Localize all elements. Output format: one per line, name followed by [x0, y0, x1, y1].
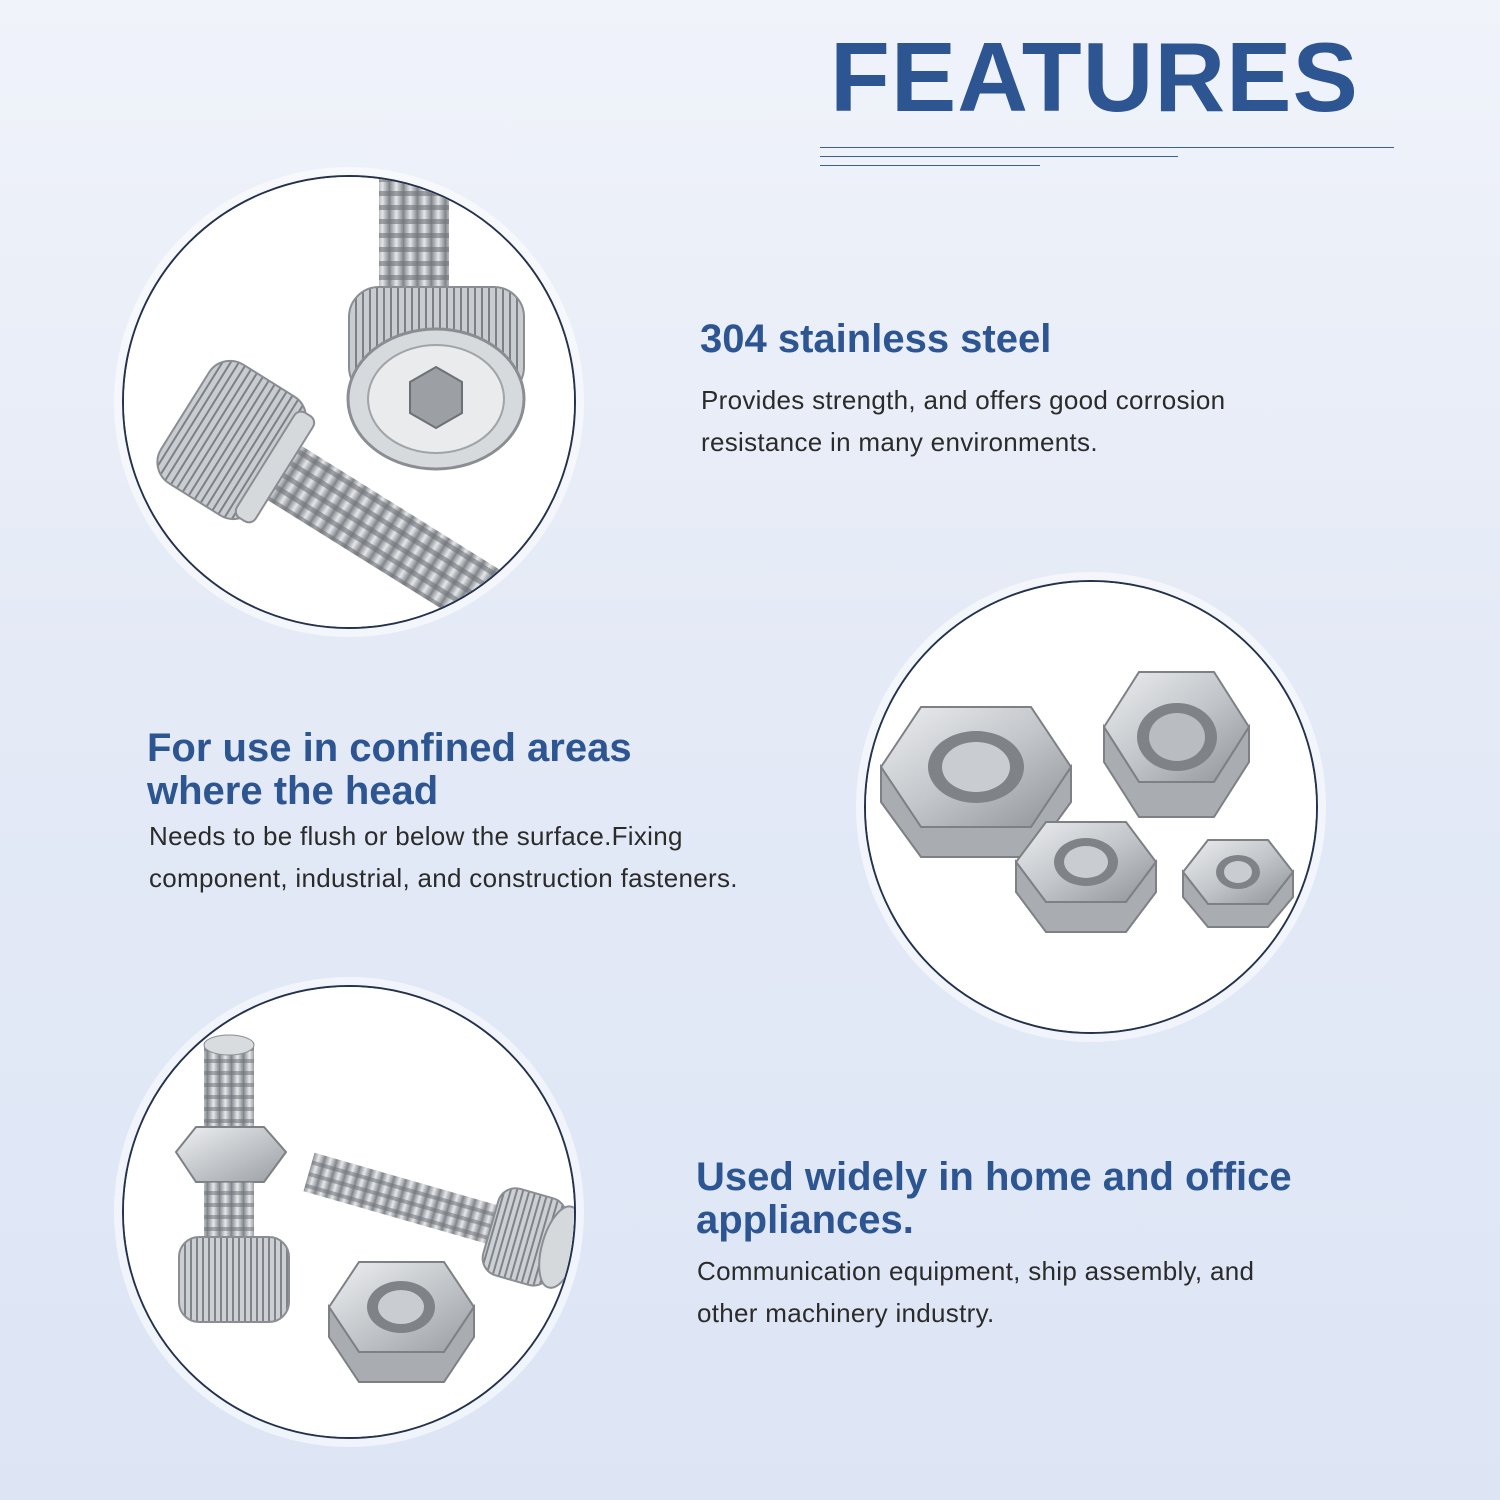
feature-description	[697, 1250, 1417, 1334]
feature-description-line: other machinery industry.	[697, 1298, 995, 1328]
feature-heading	[147, 727, 847, 813]
feature-heading: 304 stainless steel	[700, 317, 1052, 361]
feature-description-line: component, industrial, and construction fasteners.	[149, 863, 738, 893]
page-title: FEATURES	[830, 22, 1359, 132]
hex-nuts-photo	[864, 580, 1318, 1034]
title-underline	[820, 165, 1040, 166]
feature-heading	[696, 1156, 1416, 1242]
feature-heading-line: Used widely in home and office	[696, 1155, 1292, 1199]
feature-description-line: Provides strength, and offers good corrosion	[701, 385, 1226, 415]
feature-description-line: Needs to be flush or below the surface.Fixing	[149, 821, 683, 851]
feature-heading-line: For use in confined areas	[147, 726, 632, 770]
assembly-illustration	[124, 987, 574, 1437]
title-underline	[820, 156, 1178, 157]
nuts-illustration	[866, 582, 1316, 1032]
feature-description	[701, 379, 1421, 463]
screws-and-nuts-assembly-photo	[122, 985, 576, 1439]
feature-heading-line: appliances.	[696, 1198, 914, 1242]
title-underline	[820, 147, 1394, 148]
feature-heading-line: where the head	[147, 769, 439, 813]
screws-illustration	[124, 177, 574, 627]
feature-description	[149, 815, 849, 899]
feature-description-line: Communication equipment, ship assembly, and	[697, 1256, 1255, 1286]
feature-description-line: resistance in many environments.	[701, 427, 1098, 457]
socket-head-cap-screws-photo	[122, 175, 576, 629]
